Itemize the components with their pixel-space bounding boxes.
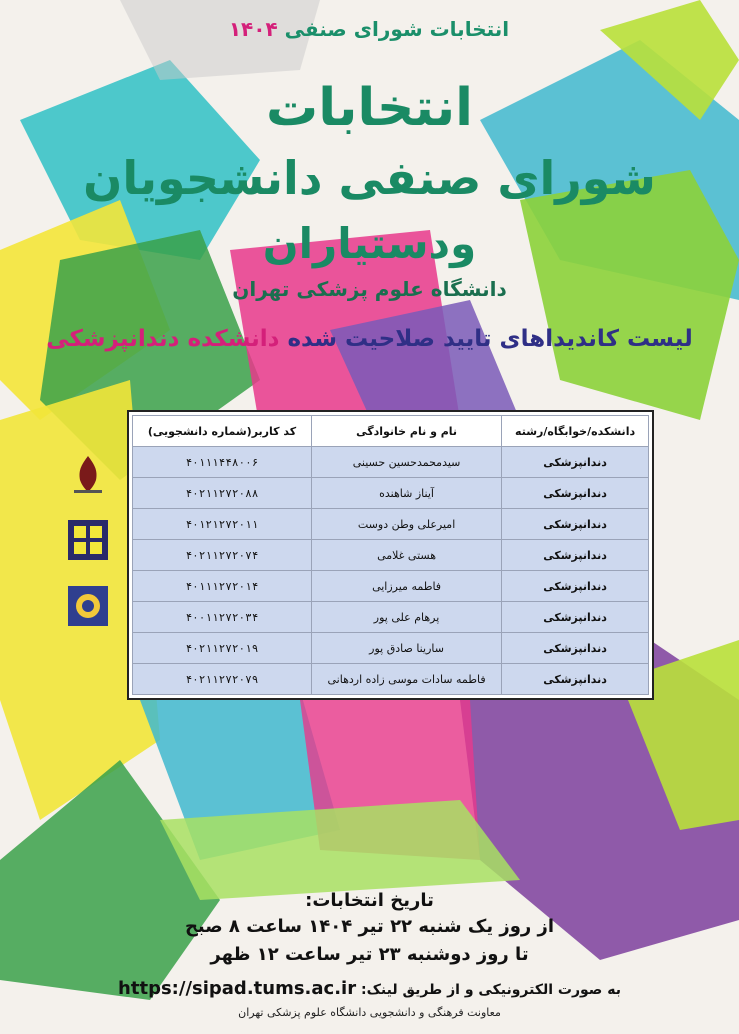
table-row xyxy=(133,509,649,540)
voting-method xyxy=(0,978,739,999)
cell-name: سیدمحمدحسین حسینی xyxy=(311,447,501,478)
subtitle-highlight: دانشکده دندانپزشکی xyxy=(46,326,280,352)
cell-name: پرهام علی پور xyxy=(311,602,501,633)
banner-label xyxy=(214,14,524,44)
cell-code: ۴۰۰۱۱۲۷۲۰۳۴ xyxy=(133,602,312,633)
cell-name: فاطمه سادات موسی زاده اردهانی xyxy=(311,664,501,695)
cell-name: سارینا صادق پور xyxy=(311,633,501,664)
cell-name: امیرعلی وطن دوست xyxy=(311,509,501,540)
banner-prefix: انتخابات شورای صنفی xyxy=(284,17,510,41)
table-row xyxy=(133,447,649,478)
candidates-grid xyxy=(132,415,649,695)
table-row xyxy=(133,540,649,571)
cell-code: ۴۰۱۲۱۲۷۲۰۱۱ xyxy=(133,509,312,540)
organizer: معاونت فرهنگی و دانشجویی دانشگاه علوم پزشکی تهران xyxy=(238,1006,501,1019)
table-row xyxy=(133,633,649,664)
table-row xyxy=(133,571,649,602)
election-start: از روز یک شنبه ۲۲ تیر ۱۴۰۴ ساعت ۸ صبح xyxy=(184,916,555,937)
cell-code: ۴۰۲۱۱۲۷۲۰۸۸ xyxy=(133,478,312,509)
cell-code: ۴۰۲۱۱۲۷۲۰۱۹ xyxy=(133,633,312,664)
cell-name: فاطمه میرزایی xyxy=(311,571,501,602)
cell-faculty: دندانپزشکی xyxy=(502,540,649,571)
table-header-row xyxy=(133,416,649,447)
header-name: نام و نام خانوادگی xyxy=(311,416,501,447)
title-line-4: دانشگاه علوم پزشکی تهران xyxy=(232,277,507,301)
cell-name: آیناز شاهنده xyxy=(311,478,501,509)
cell-faculty: دندانپزشکی xyxy=(502,509,649,540)
election-end: تا روز دوشنبه ۲۳ تیر ساعت ۱۲ ظهر xyxy=(210,944,529,965)
cell-faculty: دندانپزشکی xyxy=(502,664,649,695)
top-banner xyxy=(214,14,524,44)
voting-link[interactable]: https://sipad.tums.ac.ir xyxy=(118,978,357,999)
title-line-1: انتخابات xyxy=(266,78,473,138)
cell-code: ۴۰۱۱۱۲۷۲۰۱۴ xyxy=(133,571,312,602)
cell-faculty: دندانپزشکی xyxy=(502,602,649,633)
candidates-table xyxy=(127,410,654,700)
cell-faculty: دندانپزشکی xyxy=(502,571,649,602)
header-code: کد کاربر(شماره دانشجویی) xyxy=(133,416,312,447)
subtitle xyxy=(0,322,739,356)
tums-logo xyxy=(64,582,112,630)
iran-emblem-logo xyxy=(64,450,112,498)
cell-code: ۴۰۱۱۱۴۴۸۰۰۶ xyxy=(133,447,312,478)
banner-year: ۱۴۰۴ xyxy=(228,17,278,41)
header-faculty: دانشکده/خوابگاه/رشته xyxy=(502,416,649,447)
cell-name: هستی غلامی xyxy=(311,540,501,571)
cell-faculty: دندانپزشکی xyxy=(502,447,649,478)
subtitle-prefix: لیست کاندیداهای تایید صلاحیت شده xyxy=(287,326,693,352)
cell-code: ۴۰۲۱۱۲۷۲۰۷۴ xyxy=(133,540,312,571)
method-text: به صورت الکترونیکی و از طریق لینک: xyxy=(360,982,621,998)
table-row xyxy=(133,664,649,695)
ministry-health-logo xyxy=(64,516,112,564)
table-row xyxy=(133,478,649,509)
table-row xyxy=(133,602,649,633)
cell-faculty: دندانپزشکی xyxy=(502,633,649,664)
title-line-2: شورای صنفی دانشجویان xyxy=(83,151,656,205)
title-line-3: ودستیاران xyxy=(262,219,477,268)
logos-column xyxy=(60,450,112,648)
cell-faculty: دندانپزشکی xyxy=(502,478,649,509)
cell-code: ۴۰۲۱۱۲۷۲۰۷۹ xyxy=(133,664,312,695)
election-date-label: تاریخ انتخابات: xyxy=(305,890,434,911)
